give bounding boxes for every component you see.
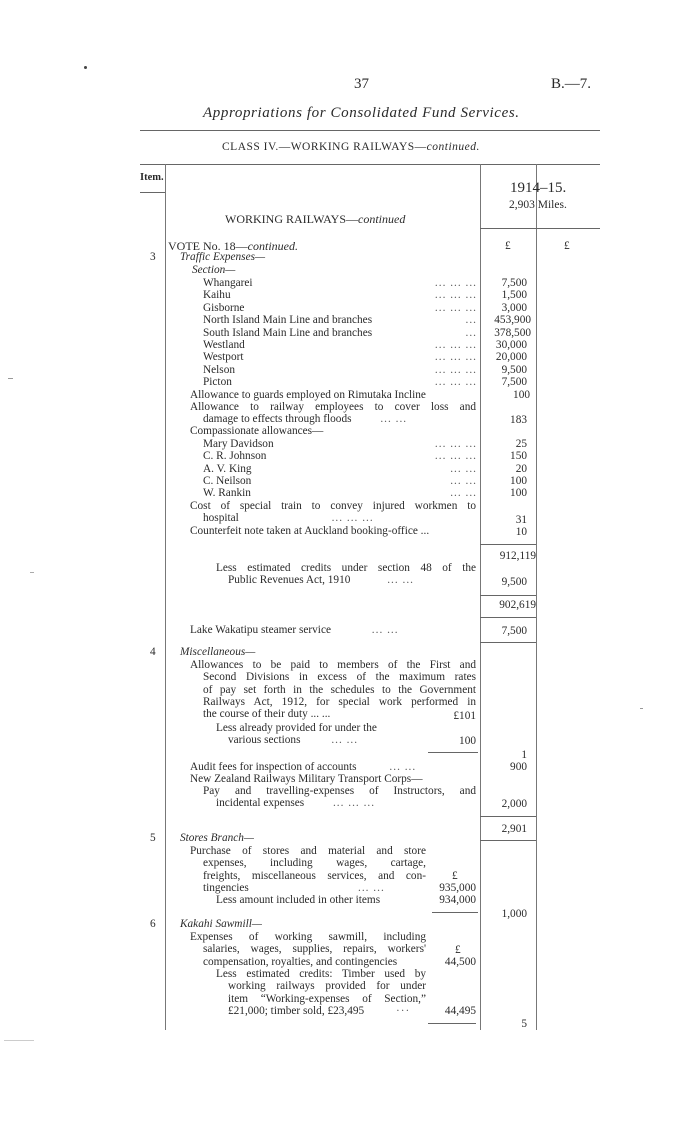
misc-line: Second Divisions in excess of the maximum rates (203, 671, 476, 684)
person-dots: ... ... (450, 487, 477, 500)
stores-line: expenses, including wages, cartage, (203, 857, 426, 870)
person-name: C. Neilson (203, 474, 252, 487)
miles-header: 2,903 Miles. (509, 199, 567, 211)
person-name: W. Rankin (203, 487, 251, 500)
year-column-header: 1914–15. (510, 180, 567, 196)
person-amount: 25 (515, 438, 527, 450)
wakatipu-line (190, 624, 399, 636)
special-train-line-2 (203, 512, 374, 524)
audit-amount: 900 (510, 761, 527, 773)
person-name: A. V. King (203, 462, 252, 475)
kakahi-less-dots: ··· (396, 1005, 411, 1017)
vote-text: VOTE No. 18— (168, 239, 248, 253)
section-title-cont: continued (358, 212, 406, 226)
section-row (203, 364, 477, 376)
compassionate-heading: Compassionate allowances— (190, 425, 324, 437)
floods-line-1: Allowance to railway employees to cover loss and (190, 401, 476, 413)
page-number: 37 (354, 76, 369, 92)
kakahi-line: Expenses of working sawmill, including (190, 931, 426, 943)
item-number-5: 5 (150, 832, 156, 844)
section-row (203, 327, 477, 339)
section-row (203, 314, 477, 326)
margin-speck (84, 66, 87, 69)
section-name: Westland (203, 339, 245, 351)
section-amount: 378,500 (494, 326, 531, 339)
kakahi-amount: 44,500 (444, 956, 476, 968)
class-heading (222, 141, 480, 153)
floods-line-2 (203, 413, 407, 425)
document-reference: B.—7. (551, 76, 592, 92)
section-name: Westport (203, 351, 244, 364)
stores-net: 1,000 (501, 908, 527, 920)
misc-line: Allowances to be paid to members of the First and (190, 659, 476, 671)
section-name: Kaihu (203, 289, 231, 302)
section-title (225, 212, 405, 227)
transport-corps-line-3 (216, 797, 375, 809)
person-dots: ... ... (450, 462, 477, 475)
miscellaneous-heading: Miscellaneous— (180, 646, 256, 658)
section-name: North Island Main Line and branches (203, 314, 373, 327)
section-amount: 1,500 (501, 289, 527, 302)
column-header-rule (480, 228, 600, 229)
person-amount: 20 (515, 462, 527, 475)
kakahi-less-rule (428, 1023, 476, 1024)
section-row (203, 277, 477, 289)
stores-amount: 935,000 (439, 882, 476, 894)
margin-mark-3 (4, 1040, 34, 1041)
stores-line: Purchase of stores and material and store (190, 845, 426, 857)
section-name: South Island Main Line and branches (203, 326, 373, 339)
class-heading-text: CLASS IV.—WORKING RAILWAYS— (222, 141, 427, 153)
section-amount: 9,500 (501, 363, 527, 376)
kakahi-less-line: £21,000; timber sold, £23,495 (228, 1004, 365, 1017)
stores-line: tingencies (203, 881, 249, 894)
section-name: Nelson (203, 363, 236, 376)
wakatipu-amount: 7,500 (501, 625, 527, 637)
vote-cont: continued. (247, 239, 298, 253)
table-top-rule (140, 164, 600, 165)
transport-corps-dots: ... ... ... (332, 797, 376, 809)
transport-corps-line-2: Pay and travelling-expenses of Instructors, and (203, 785, 476, 797)
section-dots: ... ... ... (434, 376, 477, 389)
person-row (203, 487, 477, 499)
section-row (203, 289, 477, 301)
item-number-6: 6 (150, 918, 156, 930)
kakahi-less-amount: 44,495 (444, 1005, 476, 1017)
section-row (203, 302, 477, 314)
traffic-net: 902,619 (499, 599, 536, 611)
person-row (203, 463, 477, 475)
kakahi-net: 5 (521, 1018, 527, 1030)
misc-line: of pay set forth in the schedules to the Government (203, 683, 476, 696)
item-column-header: Item. (140, 172, 164, 183)
item-header-rule (140, 192, 165, 193)
person-name: C. R. Johnson (203, 450, 267, 463)
section-amount: 7,500 (501, 277, 527, 289)
person-amount: 100 (510, 474, 527, 487)
kakahi-line: compensation, royalties, and contingencies (203, 955, 398, 968)
kakahi-less-line: Less estimated credits: Timber used by (216, 968, 426, 980)
floods-text: damage to effects through floods (203, 413, 352, 425)
net-rule-bottom (480, 617, 536, 618)
section-row (203, 339, 477, 351)
transport-corps-heading: New Zealand Railways Military Transport Corps— (190, 773, 423, 785)
section-dots: ... ... ... (434, 277, 477, 289)
traffic-expenses-heading: Traffic Expenses— (180, 251, 266, 263)
kakahi-pound: £ (455, 944, 461, 956)
credits-line-1: Less estimated credits under section 48 of the (216, 562, 476, 574)
person-dots: ... ... (450, 474, 477, 487)
person-row (203, 475, 477, 487)
misc-less-rule (428, 752, 478, 753)
counterfeit-note: Counterfeit note taken at Auckland booking-office ... (190, 525, 430, 537)
credits-line-2 (228, 574, 414, 586)
special-train-text: hospital (203, 512, 239, 524)
counterfeit-amount: 10 (515, 526, 527, 538)
stores-heading: Stores Branch— (180, 832, 254, 844)
section-subheading: Section— (192, 264, 236, 276)
misc-less-text: various sections (228, 734, 301, 746)
stores-pound: £ (452, 870, 458, 882)
person-dots: ... ... ... (434, 450, 477, 463)
guards-allowance: Allowance to guards employed on Rimutaka Incline (190, 389, 426, 401)
person-row (203, 450, 477, 462)
section-dots: ... ... ... (434, 301, 477, 314)
margin-mark-2 (30, 572, 34, 573)
page-title: Appropriations for Consolidated Fund Services. (203, 105, 520, 121)
item-number-3: 3 (150, 251, 156, 263)
section-amount: 3,000 (501, 301, 527, 314)
duty-amount: £101 (453, 710, 476, 722)
wakatipu-text: Lake Wakatipu steamer service (190, 624, 331, 636)
credits-amount: 9,500 (501, 576, 527, 588)
section-row (203, 376, 477, 388)
special-train-amount: 31 (515, 514, 527, 526)
misc-net-amount: 1 (521, 749, 527, 761)
net-rule-top (480, 595, 536, 596)
misc-less-line-1: Less already provided for under the (216, 722, 377, 734)
section-name: Picton (203, 376, 232, 389)
person-amount: 150 (510, 450, 527, 463)
special-train-dots: ... ... ... (331, 512, 374, 524)
kakahi-less-line: item “Working-expenses of Section,” (228, 992, 426, 1005)
item-column-rule (165, 164, 166, 1030)
section-row (203, 351, 477, 363)
section-name: Whangarei (203, 277, 253, 289)
floods-dots: ... ... (380, 413, 408, 425)
misc-less-dots: ... ... (331, 734, 359, 746)
section-title-text: WORKING RAILWAYS— (225, 212, 358, 226)
special-train-line-1: Cost of special train to convey injured workmen to (190, 500, 476, 512)
person-amount: 100 (510, 487, 527, 500)
kakahi-heading: Kakahi Sawmill— (180, 918, 262, 930)
guards-amount: 100 (513, 389, 530, 401)
stores-less-line: Less amount included in other items (216, 894, 381, 906)
person-dots: ... ... ... (434, 438, 477, 450)
traffic-subtotal: 912,119 (499, 550, 536, 562)
credits-dots: ... ... (387, 574, 414, 586)
credits-text: Public Revenues Act, 1910 (228, 574, 351, 586)
pound-sign-2: £ (564, 240, 570, 252)
audit-dots: ... ... (389, 761, 417, 773)
misc-line: Railways Act, 1912, for special work performed in (203, 695, 476, 708)
misc-less-amount: 100 (459, 735, 476, 747)
section-amount: 453,900 (494, 314, 531, 327)
kakahi-line: salaries, wages, supplies, repairs, workers' (203, 943, 426, 956)
header-rule (140, 130, 600, 131)
margin-mark-1 (8, 378, 13, 379)
misc-line: the course of their duty ... ... (203, 708, 331, 721)
misc-total-rule-top (480, 816, 536, 817)
section-dots: ... ... ... (434, 363, 477, 376)
transport-corps-amount: 2,000 (501, 798, 527, 810)
class-heading-cont: continued. (426, 141, 480, 153)
stores-line: freights, miscellaneous services, and con- (203, 869, 426, 882)
audit-line (190, 761, 416, 773)
misc-total: 2,901 (501, 823, 527, 835)
stores-less-rule (432, 912, 478, 913)
section-amount: 20,000 (495, 351, 527, 364)
section-dots: ... ... ... (434, 339, 477, 351)
wakatipu-dots: ... ... (371, 624, 399, 636)
person-row (203, 438, 477, 450)
section-dots: ... ... ... (434, 289, 477, 302)
section-dots: ... (465, 326, 477, 339)
subtotal-rule (480, 544, 536, 545)
pound-sign-1: £ (505, 240, 511, 252)
section-dots: ... (465, 314, 477, 327)
floods-amount: 183 (510, 414, 527, 426)
transport-corps-text: incidental expenses (216, 797, 305, 809)
amount-column-rule-2 (536, 164, 537, 1030)
margin-mark-4 (640, 708, 643, 709)
misc-less-line-2 (228, 734, 358, 746)
stores-less-amount: 934,000 (439, 894, 476, 906)
section-dots: ... ... ... (434, 351, 477, 364)
person-name: Mary Davidson (203, 438, 274, 450)
misc-total-rule-bottom (480, 840, 536, 841)
section-amount: 7,500 (501, 376, 527, 389)
section-name: Gisborne (203, 301, 245, 314)
wakatipu-rule (480, 642, 536, 643)
item-number-4: 4 (150, 646, 156, 658)
kakahi-less-line: working railways provided for under (228, 980, 426, 993)
section-amount: 30,000 (495, 339, 527, 351)
audit-text: Audit fees for inspection of accounts (190, 761, 357, 773)
stores-tingencies-dots: ... ... (358, 882, 385, 894)
